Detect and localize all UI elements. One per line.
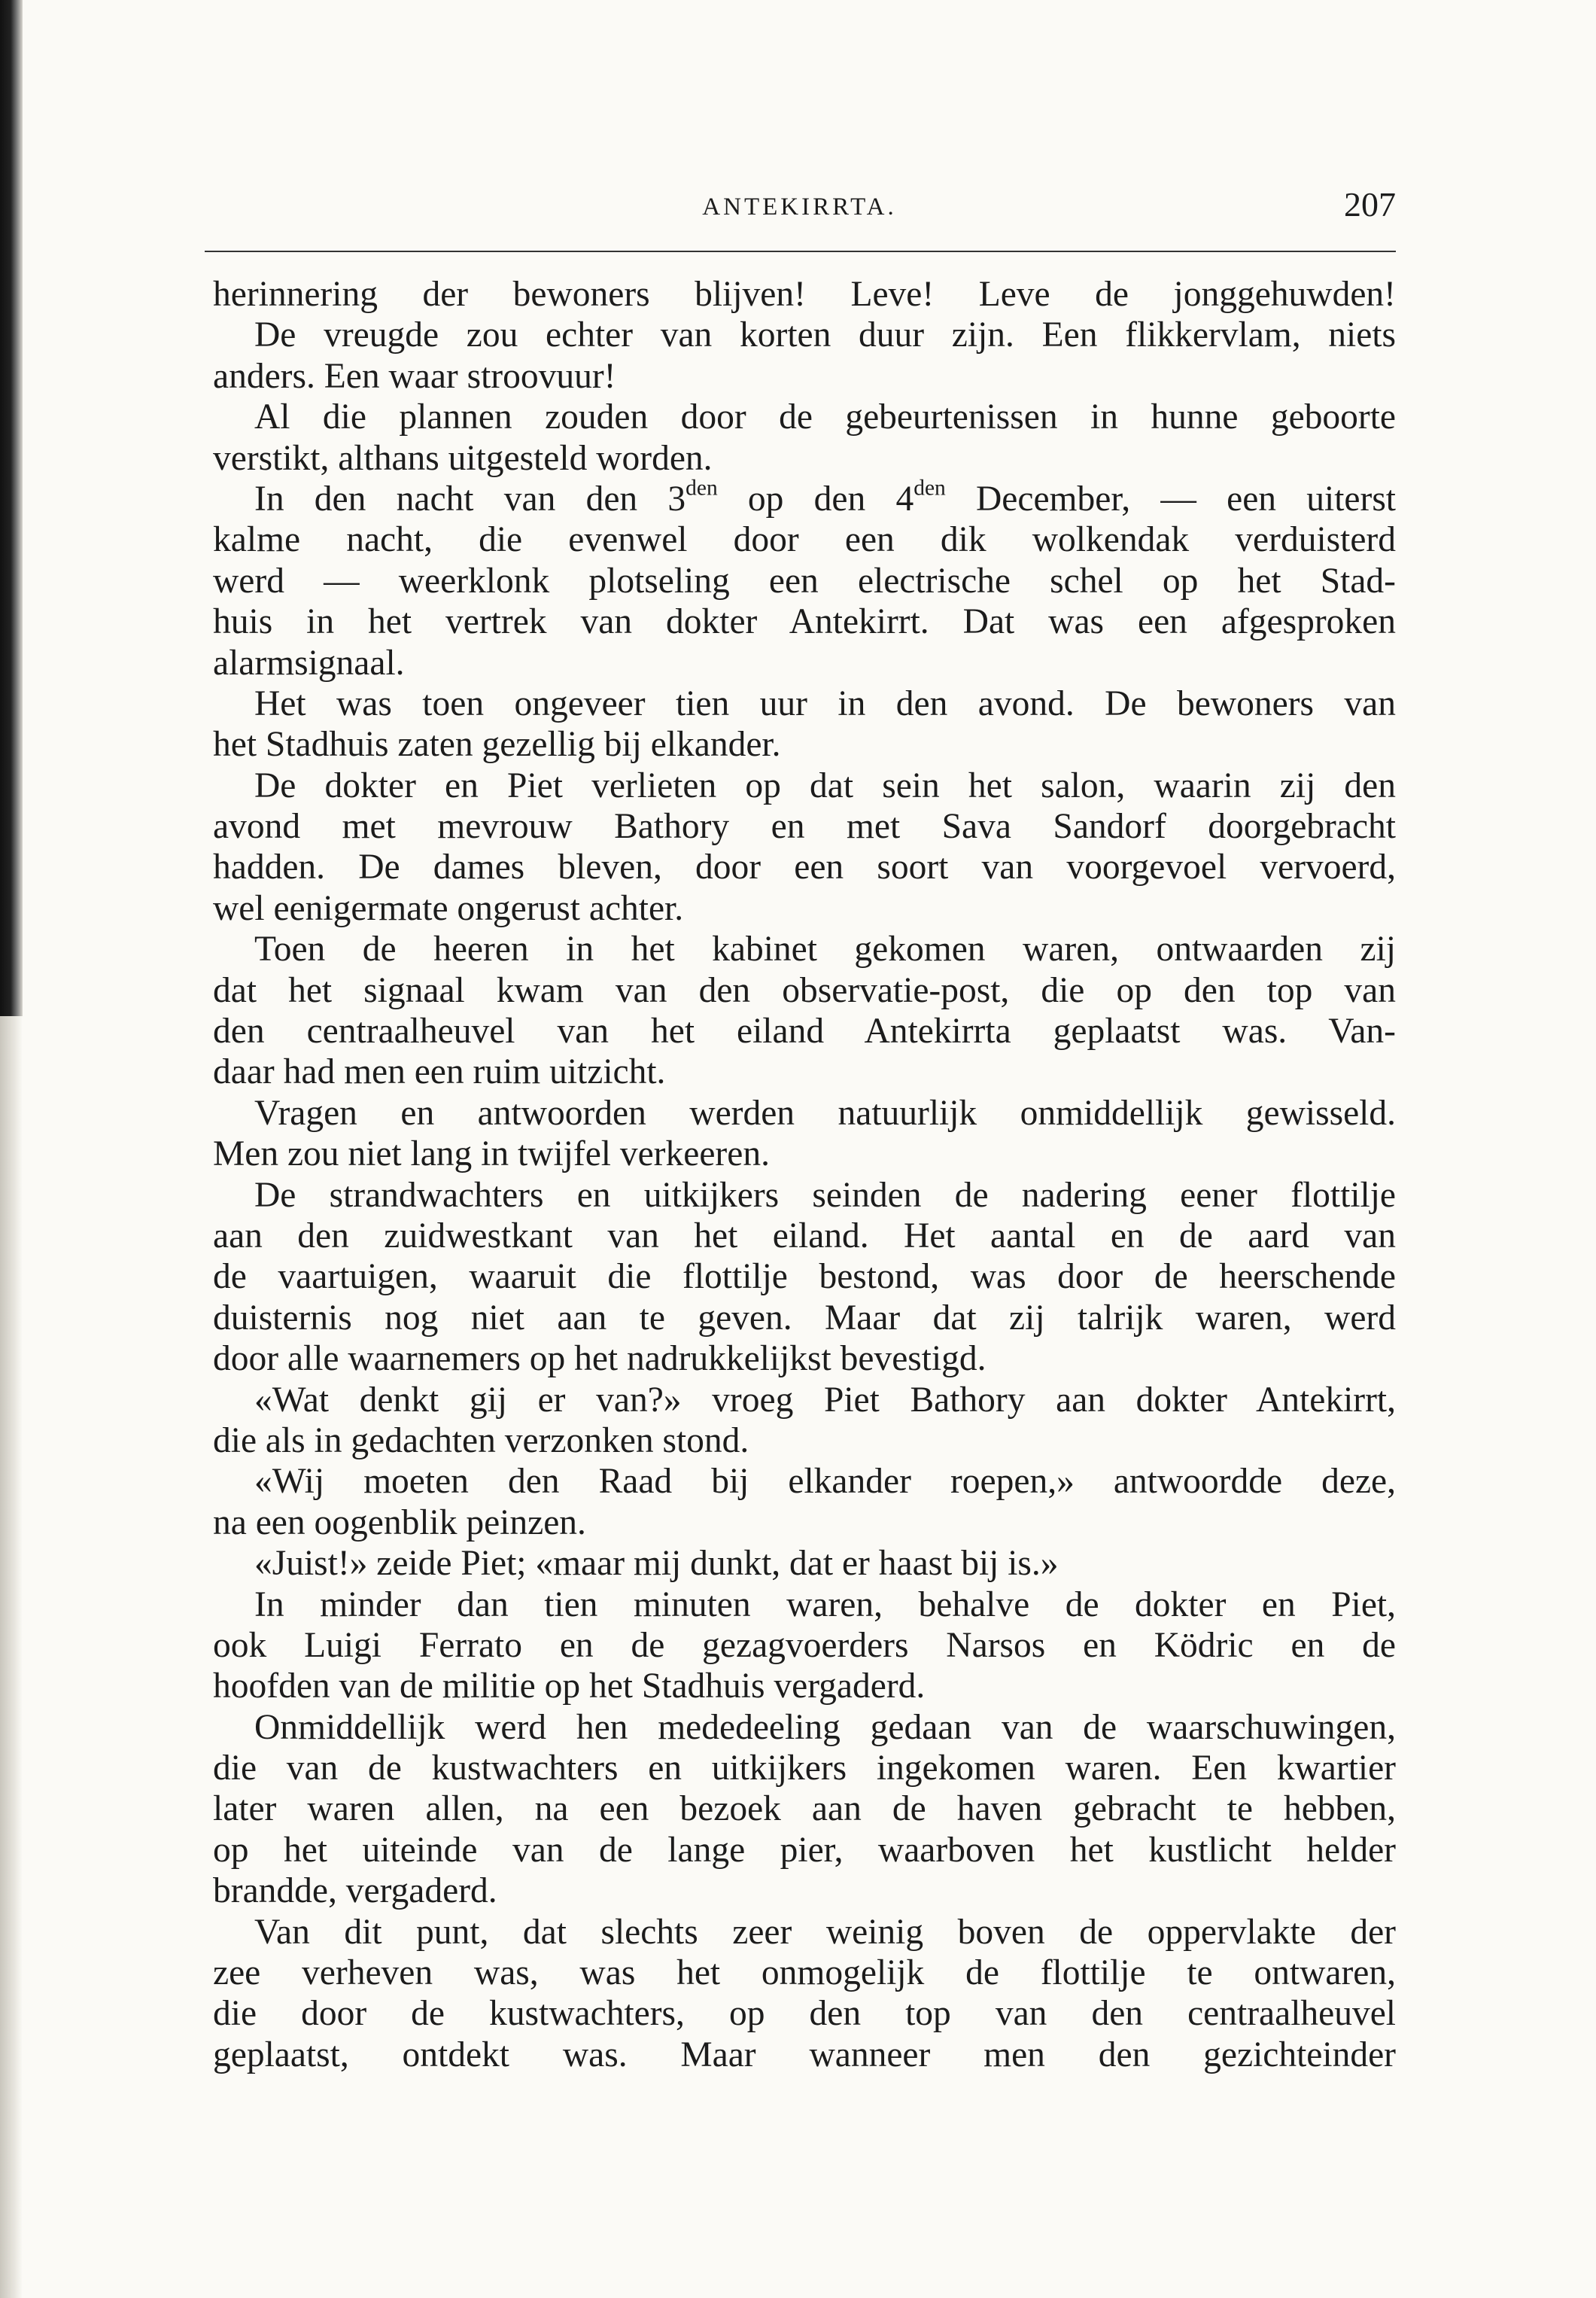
- text-line: dat het signaal kwam van den observatie-post, die op den top van: [213, 970, 1396, 1010]
- page-binding-shadow: [0, 1016, 23, 2298]
- text-line: herinnering der bewoners blijven! Leve! Leve de jonggehuwden!: [213, 275, 1396, 314]
- text-line: anders. Een waar stroovuur!: [213, 356, 616, 396]
- text-line: Al die plannen zouden door de gebeurtenissen in hunne geboorte: [254, 397, 1396, 437]
- text-line: den centraalheuvel van het eiland Antekirrta geplaatst was. Van-: [213, 1012, 1396, 1052]
- text-line: brandde, vergaderd.: [213, 1871, 497, 1911]
- text-line: Van dit punt, dat slechts zeer weinig boven de oppervlakte der: [254, 1912, 1396, 1952]
- text-line: hoofden van de militie op het Stadhuis vergaderd.: [213, 1666, 926, 1706]
- text-line: aan den zuidwestkant van het eiland. Het aantal en de aard van: [213, 1216, 1396, 1256]
- text-line: De strandwachters en uitkijkers seinden de nadering eener flottilje: [254, 1175, 1396, 1215]
- text-fragment: December, — een uiterst: [945, 479, 1397, 519]
- text-line: na een oogenblik peinzen.: [213, 1502, 586, 1542]
- text-line: geplaatst, ontdekt was. Maar wanneer men den gezichteinder: [213, 2035, 1396, 2074]
- header-rule: [205, 251, 1396, 252]
- text-line: later waren allen, na een bezoek aan de haven gebracht te hebben,: [213, 1789, 1396, 1829]
- text-line: «Wat denkt gij er van?» vroeg Piet Bathory aan dokter Antekirrt,: [254, 1380, 1396, 1420]
- text-line: die door de kustwachters, op den top van den centraalheuvel: [213, 1994, 1396, 2034]
- text-line: Vragen en antwoorden werden natuurlijk onmiddellijk gewisseld.: [254, 1093, 1396, 1133]
- text-line: huis in het vertrek van dokter Antekirrt. Dat was een afgesproken: [213, 602, 1396, 642]
- text-line: duisternis nog niet aan te geven. Maar dat zij talrijk waren, werd: [213, 1298, 1396, 1338]
- text-line: Toen de heeren in het kabinet gekomen waren, ontwaarden zij: [254, 930, 1396, 969]
- text-line: het Stadhuis zaten gezellig bij elkander.: [213, 725, 781, 765]
- text-line: [213, 476, 1397, 519]
- text-line: «Wij moeten den Raad bij elkander roepen,» antwoordde deze,: [254, 1462, 1396, 1502]
- text-line: door alle waarnemers op het nadrukkelijkst bevestigd.: [213, 1339, 986, 1379]
- text-line: verstikt, althans uitgesteld worden.: [213, 438, 713, 478]
- text-fragment: In den nacht van den 3: [254, 479, 686, 519]
- page-header: [203, 184, 1396, 237]
- superscript: den: [914, 476, 946, 501]
- text-line: De vreugde zou echter van korten duur zijn. Een flikkervlam, niets: [254, 315, 1396, 355]
- text-fragment: op den 4: [717, 479, 914, 519]
- text-line: daar had men een ruim uitzicht.: [213, 1052, 666, 1092]
- text-line: de vaartuigen, waaruit die flottilje bestond, was door de heerschende: [213, 1257, 1396, 1297]
- page-number: 207: [1344, 185, 1396, 224]
- text-line: Het was toen ongeveer tien uur in den avond. De bewoners van: [254, 683, 1396, 723]
- text-line: wel eenigermate ongerust achter.: [213, 888, 684, 928]
- text-line: avond met mevrouw Bathory en met Sava Sandorf doorgebracht: [213, 807, 1396, 847]
- text-line: ook Luigi Ferrato en de gezagvoerders Narsos en Ködric en de: [213, 1625, 1396, 1665]
- text-line: alarmsignaal.: [213, 643, 405, 683]
- body-text: [213, 274, 1396, 2075]
- text-line: zee verheven was, was het onmogelijk de flottilje te ontwaren,: [213, 1953, 1396, 1993]
- text-line: op het uiteinde van de lange pier, waarboven het kustlicht helder: [213, 1830, 1396, 1870]
- running-title: ANTEKIRRTA.: [702, 193, 897, 221]
- text-line: kalme nacht, die evenwel door een dik wolkendak verduisterd: [213, 520, 1396, 560]
- text-line: Onmiddellijk werd hen mededeeling gedaan van de waarschuwingen,: [254, 1707, 1396, 1747]
- text-line: De dokter en Piet verlieten op dat sein het salon, waarin zij den: [254, 765, 1396, 805]
- text-line: Men zou niet lang in twijfel verkeeren.: [213, 1134, 770, 1174]
- text-line: die als in gedachten verzonken stond.: [213, 1420, 749, 1460]
- text-line: werd — weerklonk plotseling een electrische schel op het Stad-: [213, 561, 1396, 601]
- text-line: «Juist!» zeide Piet; «maar mij dunkt, dat er haast bij is.»: [254, 1544, 1059, 1584]
- superscript: den: [686, 476, 718, 501]
- text-line: In minder dan tien minuten waren, behalve de dokter en Piet,: [254, 1584, 1396, 1624]
- text-line: die van de kustwachters en uitkijkers ingekomen waren. Een kwartier: [213, 1749, 1396, 1788]
- text-line: hadden. De dames bleven, door een soort van voorgevoel vervoerd,: [213, 848, 1396, 887]
